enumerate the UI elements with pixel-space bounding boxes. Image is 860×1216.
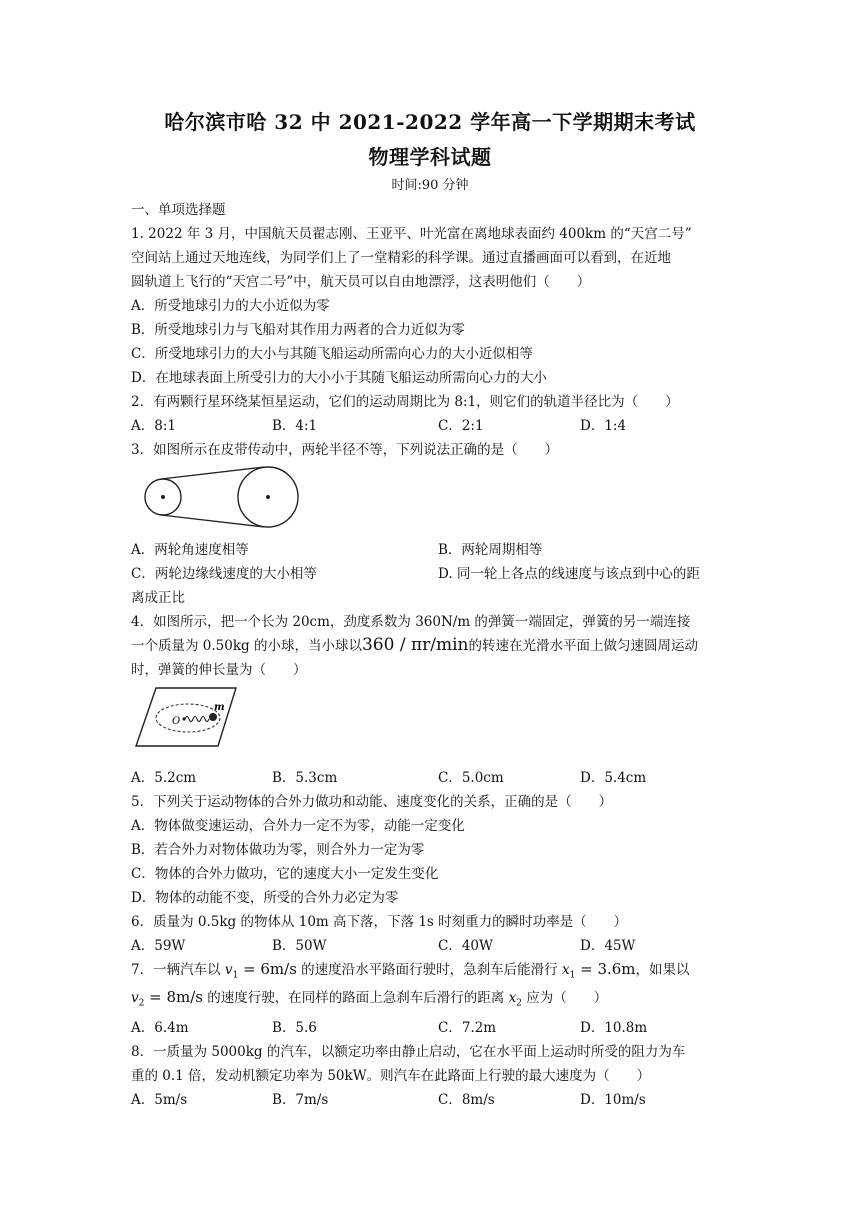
mass-label: m <box>214 702 225 713</box>
q7-text-3: ，如果以 <box>635 962 690 978</box>
section-heading: 一、单项选择题 <box>131 202 226 218</box>
q4-stem-line2-rest: 的转速在光滑水平面上做匀速圆周运动 <box>468 638 698 654</box>
q7-v2-sub: 2 <box>138 998 145 1009</box>
q1-option-d: D．在地球表面上所受引力的大小小于其随飞船运动所需向心力的大小 <box>131 370 547 386</box>
q3-option-d: D. 同一轮上各点的线速度与该点到中心的距 <box>438 566 700 582</box>
q7-v2-symbol: v <box>131 990 139 1006</box>
q1-option-b: B．所受地球引力与飞船对其作用力两者的合力近似为零 <box>131 322 465 338</box>
spring <box>185 717 209 722</box>
q3-option-a: A．两轮角速度相等 <box>131 542 249 558</box>
q2-option-d: D．1:4 <box>580 418 627 434</box>
q4-stem-line3: 时，弹簧的伸长量为（ ） <box>131 662 307 678</box>
q7-option-b: B．5.6 <box>272 1020 317 1036</box>
q5-option-a: A．物体做变速运动，合外力一定不为零，动能一定变化 <box>131 818 465 834</box>
q7-option-c: C．7.2m <box>438 1020 497 1036</box>
q7-stem-line2 <box>131 986 607 1009</box>
large-wheel-center <box>266 495 270 499</box>
q6-stem: 6．质量为 0.5kg 的物体从 10m 高下落，下落 1s 时刻重力的瞬时功率是（ ） <box>131 914 628 930</box>
q8-option-a: A．5m/s <box>131 1092 188 1108</box>
q6-option-a: A．59W <box>131 938 186 954</box>
q7-v1-symbol: v <box>224 962 233 978</box>
q7-v1-value: = 6m/s <box>238 960 297 978</box>
belt-top <box>161 467 264 479</box>
q8-stem-line2: 重的 0.1 倍，发动机额定功率为 50kW。则汽车在此路面上行驶的最大速度为（ ） <box>131 1068 651 1084</box>
q8-stem-line1: 8．一质量为 5000kg 的汽车，以额定功率由静止启动，它在水平面上运动时所受的阻力为车 <box>131 1044 686 1060</box>
q4-stem-line2-text: 一个质量为 0.50kg 的小球，当小球以 <box>131 638 362 654</box>
q2-option-c: C．2:1 <box>438 418 484 434</box>
q7-text-2: 的速度沿水平路面行驶时，急刹车后能滑行 <box>296 962 558 978</box>
q7-x1-sub: 1 <box>569 970 576 981</box>
q3-option-d-cont: 离成正比 <box>131 590 185 606</box>
exam-title: 哈尔滨市哈 32 中 2021-2022 学年高一下学期期末考试 <box>164 110 696 134</box>
q7-text-4: 的速度行驶，在同样的路面上急刹车后滑行的距离 <box>203 990 505 1006</box>
q4-option-b: B．5.3cm <box>272 770 338 786</box>
small-wheel-center <box>161 495 165 499</box>
spring-ball-figure <box>132 684 240 750</box>
q7-text-1: 7．一辆汽车以 <box>131 962 221 978</box>
q4-option-c: C．5.0cm <box>438 770 504 786</box>
q7-option-d: D．10.8m <box>580 1020 648 1036</box>
exam-time: 时间:90 分钟 <box>391 178 469 193</box>
q8-option-d: D．10m/s <box>580 1092 646 1108</box>
q3-option-c: C．两轮边缘线速度的大小相等 <box>131 566 317 582</box>
q4-stem-line2 <box>131 634 698 655</box>
q4-option-d: D．5.4cm <box>580 770 647 786</box>
pivot-label: O <box>172 716 181 727</box>
belt-bottom <box>161 515 264 527</box>
q6-option-c: C．40W <box>438 938 493 954</box>
q2-option-a: A．8:1 <box>131 418 176 434</box>
exam-subtitle: 物理学科试题 <box>368 145 492 169</box>
q7-x2-symbol: x <box>508 990 517 1006</box>
q7-x2-sub: 2 <box>516 998 522 1009</box>
q7-x1-value: = 3.6m <box>575 960 636 978</box>
q5-stem: 5．下列关于运动物体的合外力做功和动能、速度变化的关系，正确的是（ ） <box>131 794 613 810</box>
q7-text-5: 应为（ ） <box>521 990 608 1006</box>
q8-option-c: C．8m/s <box>438 1092 495 1108</box>
q5-option-c: C．物体的合外力做功，它的速度大小一定发生变化 <box>131 866 439 882</box>
q2-stem: 2．有两颗行星环绕某恒星运动，它们的运动周期比为 8:1，则它们的轨道半径比为（ ） <box>131 394 679 410</box>
q6-option-d: D．45W <box>580 938 636 954</box>
q7-x1-symbol: x <box>561 962 570 978</box>
q1-option-a: A．所受地球引力的大小近似为零 <box>131 298 330 314</box>
belt-drive-figure <box>142 463 302 531</box>
q3-stem: 3．如图所示在皮带传动中，两轮半径不等，下列说法正确的是（ ） <box>131 442 559 458</box>
q6-option-b: B．50W <box>272 938 327 954</box>
q8-option-b: B．7m/s <box>272 1092 329 1108</box>
q7-v2-value: = 8m/s <box>144 988 203 1006</box>
q1-stem-line1: 1. 2022 年 3 月，中国航天员翟志刚、王亚平、叶光富在离地球表面约 400km 的“天宫二号” <box>131 226 692 242</box>
q7-stem-line1 <box>131 958 690 981</box>
ball <box>209 713 217 721</box>
q7-option-a: A．6.4m <box>131 1020 189 1036</box>
q2-option-b: B．4:1 <box>272 418 318 434</box>
q1-stem-line3: 圆轨道上飞行的“天宫二号”中，航天员可以自由地漂浮，这表明他们（ ） <box>131 274 591 290</box>
q7-v1-sub: 1 <box>232 970 239 981</box>
q4-stem-line1: 4．如图所示，把一个长为 20cm，劲度系数为 360N/m 的弹簧一端固定，弹簧的另一端连接 <box>131 614 691 630</box>
q4-speed-formula: 360 / πr/min <box>361 635 469 655</box>
q3-option-b: B．两轮周期相等 <box>438 542 543 558</box>
q5-option-d: D．物体的动能不变，所受的合外力必定为零 <box>131 890 399 906</box>
q4-option-a: A．5.2cm <box>131 770 197 786</box>
q5-option-b: B．若合外力对物体做功为零，则合外力一定为零 <box>131 842 425 858</box>
q1-stem-line2: 空间站上通过天地连线，为同学们上了一堂精彩的科学课。通过直播画面可以看到，在近地 <box>131 250 671 266</box>
q1-option-c: C．所受地球引力的大小与其随飞船运动所需向心力的大小近似相等 <box>131 346 533 362</box>
